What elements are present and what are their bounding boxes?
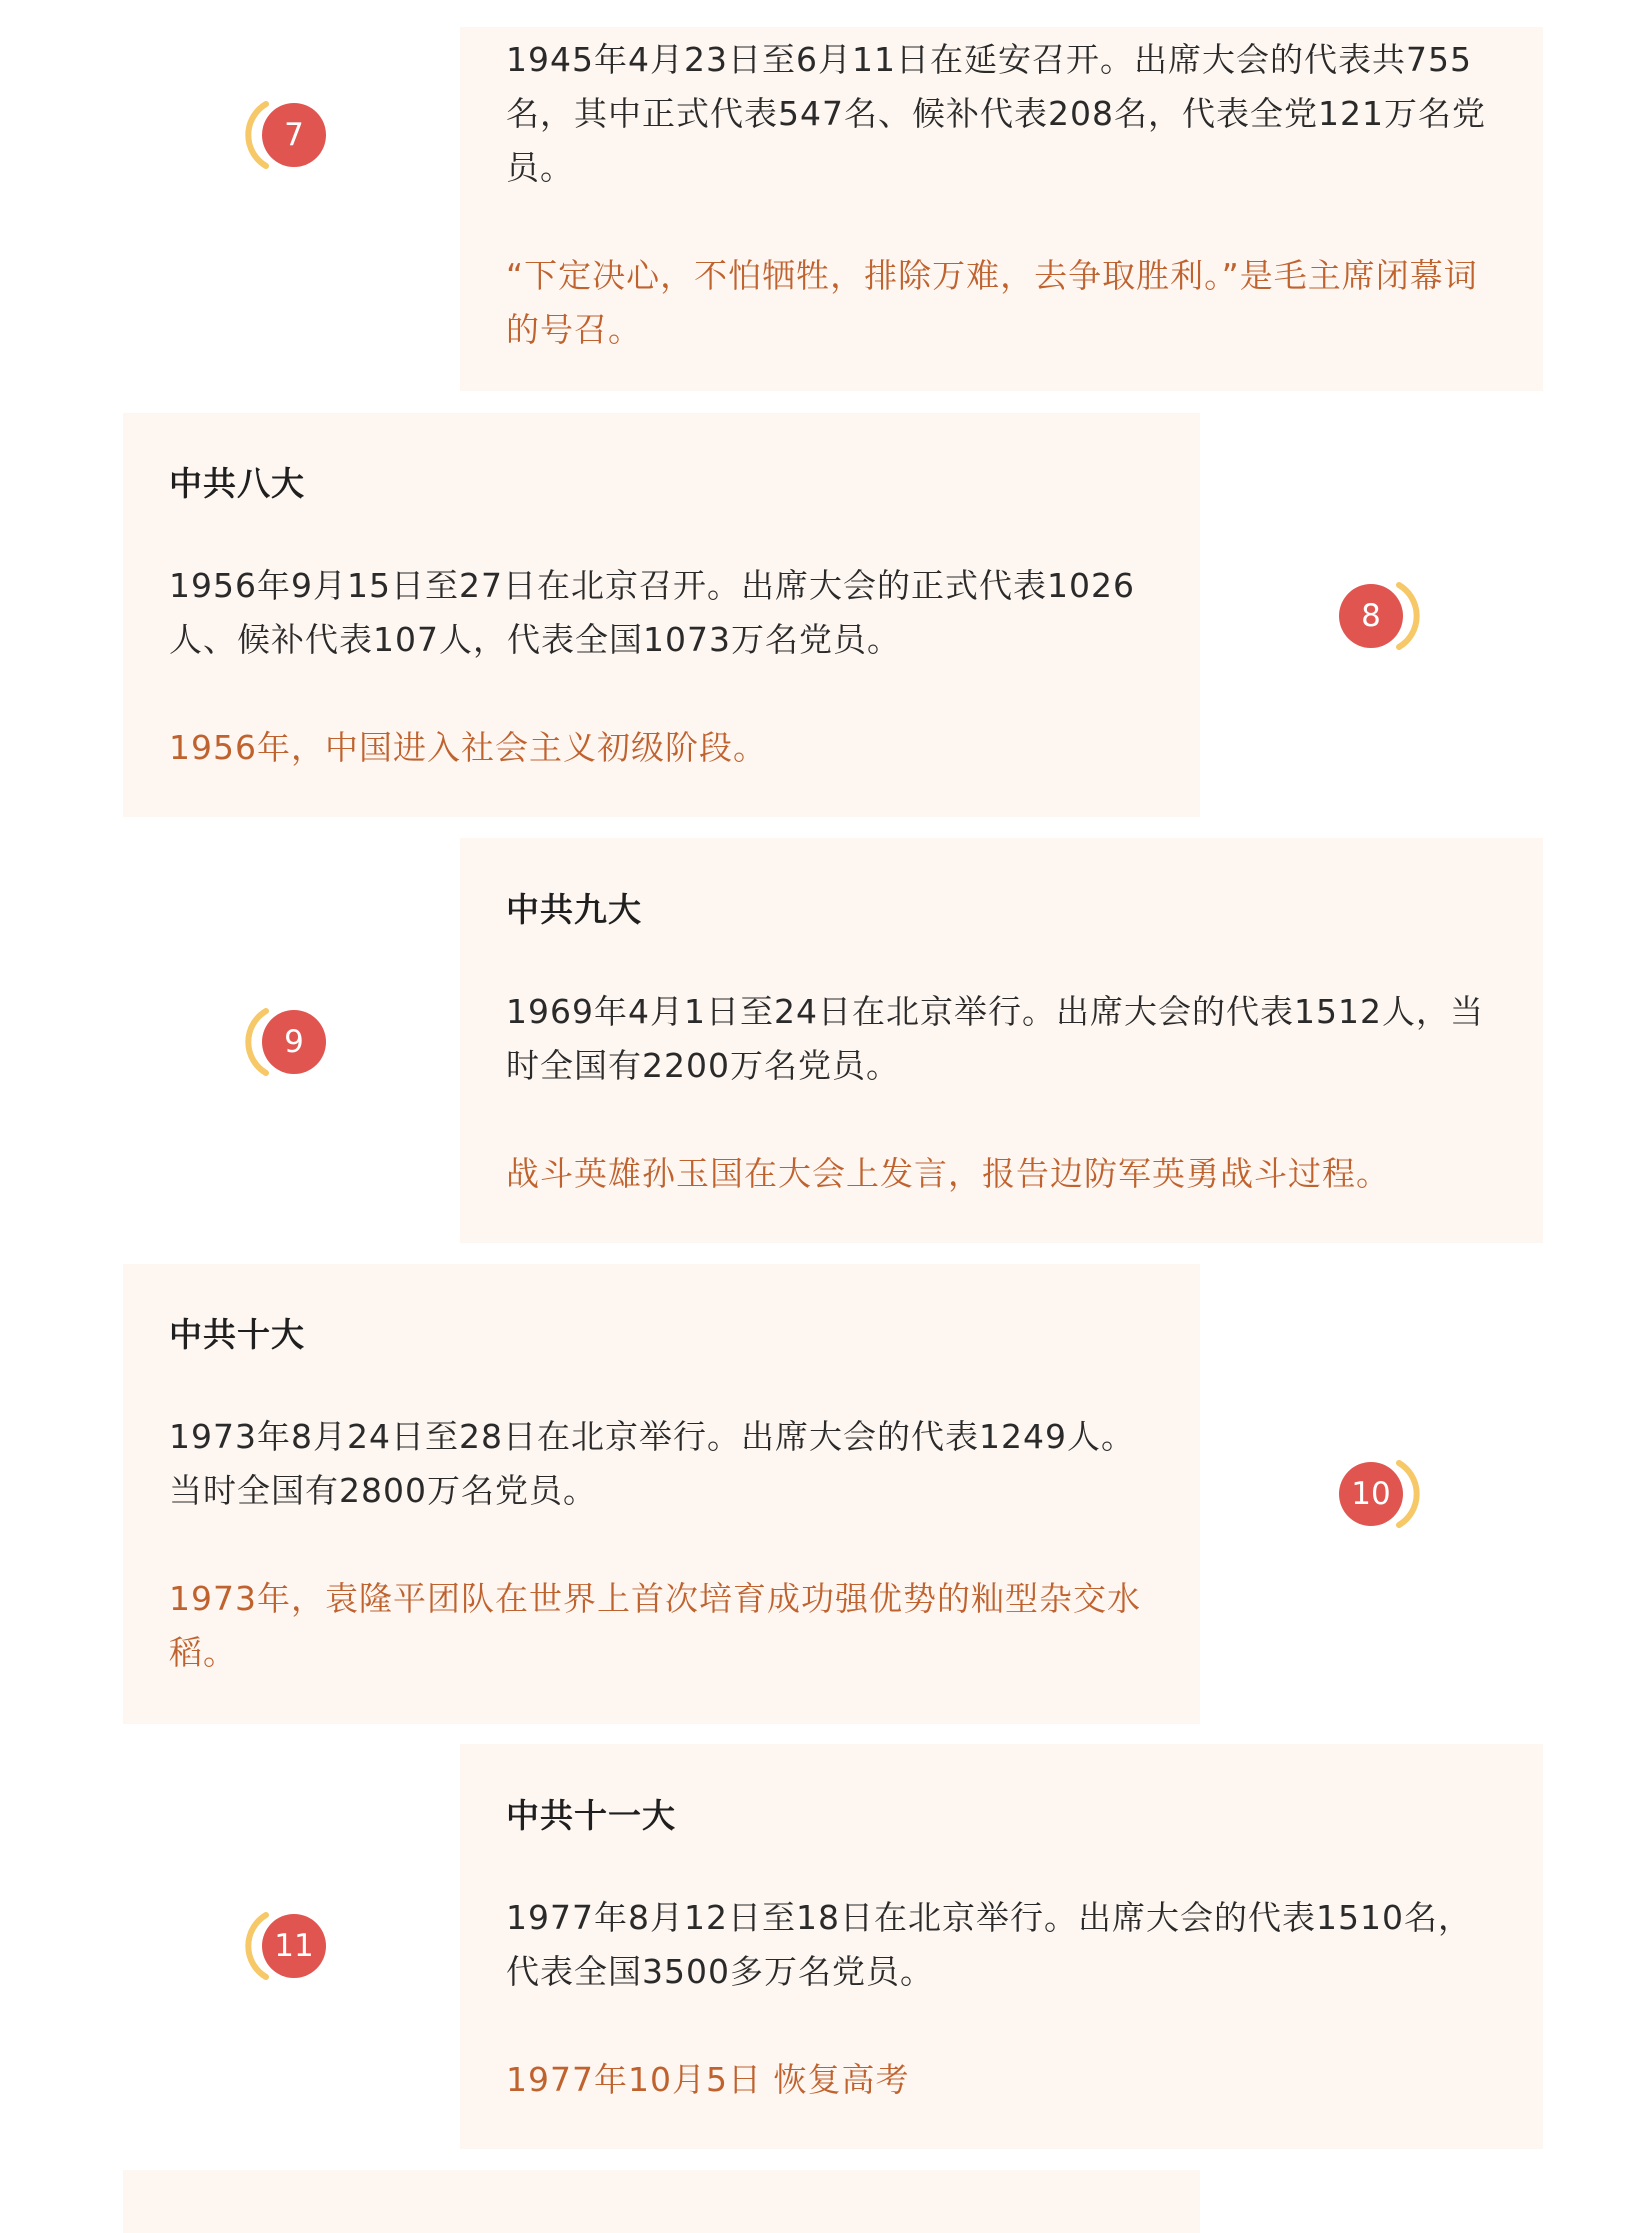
congress-description: 1969年4月1日至24日在北京举行。出席大会的代表1512人，当时全国有2200万名党员。 xyxy=(506,992,1484,1085)
congress-number: 11 xyxy=(262,1914,326,1978)
congress-title: 中共十一大 xyxy=(506,1796,676,1835)
congress-description: 1973年8月24日至28日在北京举行。出席大会的代表1249人。当时全国有2800万名党员。 xyxy=(169,1417,1135,1510)
congress-card-next xyxy=(123,2170,1200,2233)
congress-description: 1945年4月23日至6月11日在延安召开。出席大会的代表共755名，其中正式代表547名、候补代表208名，代表全党121万名党员。 xyxy=(506,40,1486,187)
congress-title: 中共八大 xyxy=(169,464,305,503)
congress-number: 7 xyxy=(262,103,326,167)
congress-marker-10 xyxy=(1333,1449,1423,1539)
congress-marker-11 xyxy=(242,1901,332,1991)
congress-number: 10 xyxy=(1339,1462,1403,1526)
congress-card-9 xyxy=(460,838,1543,1243)
congress-note: 1977年10月5日 恢复高考 xyxy=(506,2060,910,2099)
congress-marker-9 xyxy=(242,997,332,1087)
congress-number: 8 xyxy=(1339,584,1403,648)
congress-number: 9 xyxy=(262,1010,326,1074)
congress-description: 1977年8月12日至18日在北京举行。出席大会的代表1510名，代表全国3500多万名党员。 xyxy=(506,1898,1472,1991)
congress-title: 中共九大 xyxy=(506,890,642,929)
congress-card-8 xyxy=(123,413,1200,817)
congress-card-7 xyxy=(460,27,1543,391)
congress-marker-8 xyxy=(1333,571,1423,661)
congress-note: 战斗英雄孙玉国在大会上发言，报告边防军英勇战斗过程。 xyxy=(506,1154,1390,1193)
congress-note: 1956年，中国进入社会主义初级阶段。 xyxy=(169,728,767,767)
congress-card-11 xyxy=(460,1744,1543,2149)
congress-card-10 xyxy=(123,1264,1200,1724)
congress-note: “下定决心，不怕牺牲，排除万难，去争取胜利。”是毛主席闭幕词的号召。 xyxy=(506,256,1478,349)
congress-description: 1956年9月15日至27日在北京召开。出席大会的正式代表1026人、候补代表107人，代表全国1073万名党员。 xyxy=(169,566,1135,659)
congress-title: 中共十大 xyxy=(169,1315,305,1354)
congress-marker-7 xyxy=(242,90,332,180)
congress-note: 1973年，袁隆平团队在世界上首次培育成功强优势的籼型杂交水稻。 xyxy=(169,1579,1141,1672)
